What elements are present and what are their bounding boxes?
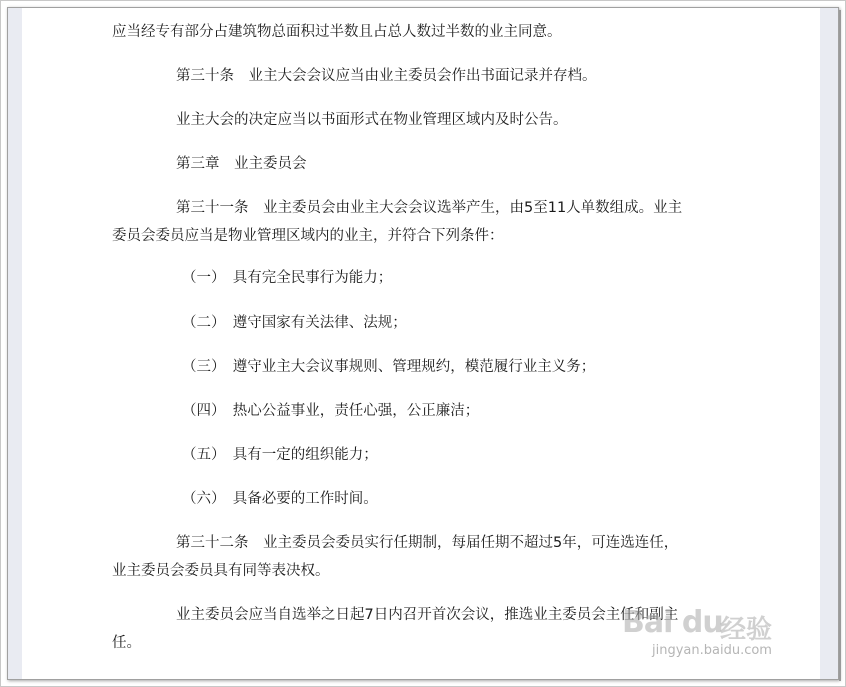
chapter-3-heading: 第三章 业主委员会 [176, 156, 307, 172]
text-line-16: 任。 [112, 635, 141, 651]
condition-3: （三） 遵守业主大会议事规则、管理规约，模范履行业主义务； [182, 359, 596, 375]
baidu-jingyan-watermark [616, 603, 806, 663]
text-line-15: 业主委员会应当自选举之日起7日内召开首次会议，推选业主委员会主任和副主 [176, 607, 679, 623]
article-31-cont: 委员会委员应当是物业管理区域内的业主，并符合下列条件： [112, 228, 504, 244]
condition-1: （一） 具有完全民事行为能力； [182, 270, 393, 286]
condition-5: （五） 具有一定的组织能力； [182, 447, 378, 463]
article-30: 第三十条 业主大会会议应当由业主委员会作出书面记录并存档。 [176, 68, 597, 84]
article-31: 第三十一条 业主委员会由业主大会会议选举产生，由5至11人单数组成。业主 [176, 200, 683, 216]
document-page [22, 8, 820, 679]
watermark-url: jingyan.baidu.com [652, 643, 772, 658]
document-canvas [7, 7, 839, 680]
jingyan-brand: 经验 [720, 615, 773, 645]
condition-6: （六） 具备必要的工作时间。 [182, 491, 378, 507]
text-line-3: 业主大会的决定应当以书面形式在物业管理区域内及时公告。 [176, 112, 568, 128]
baidu-logo: Bai du [622, 605, 723, 640]
article-32-cont: 业主委员会委员具有同等表决权。 [112, 563, 330, 579]
condition-2: （二） 遵守国家有关法律、法规； [182, 315, 407, 331]
text-line-1: 应当经专有部分占建筑物总面积过半数且占总人数过半数的业主同意。 [112, 24, 562, 40]
condition-4: （四） 热心公益事业，责任心强，公正廉洁； [182, 403, 480, 419]
article-32: 第三十二条 业主委员会委员实行任期制，每届任期不超过5年，可连选连任， [176, 535, 679, 551]
